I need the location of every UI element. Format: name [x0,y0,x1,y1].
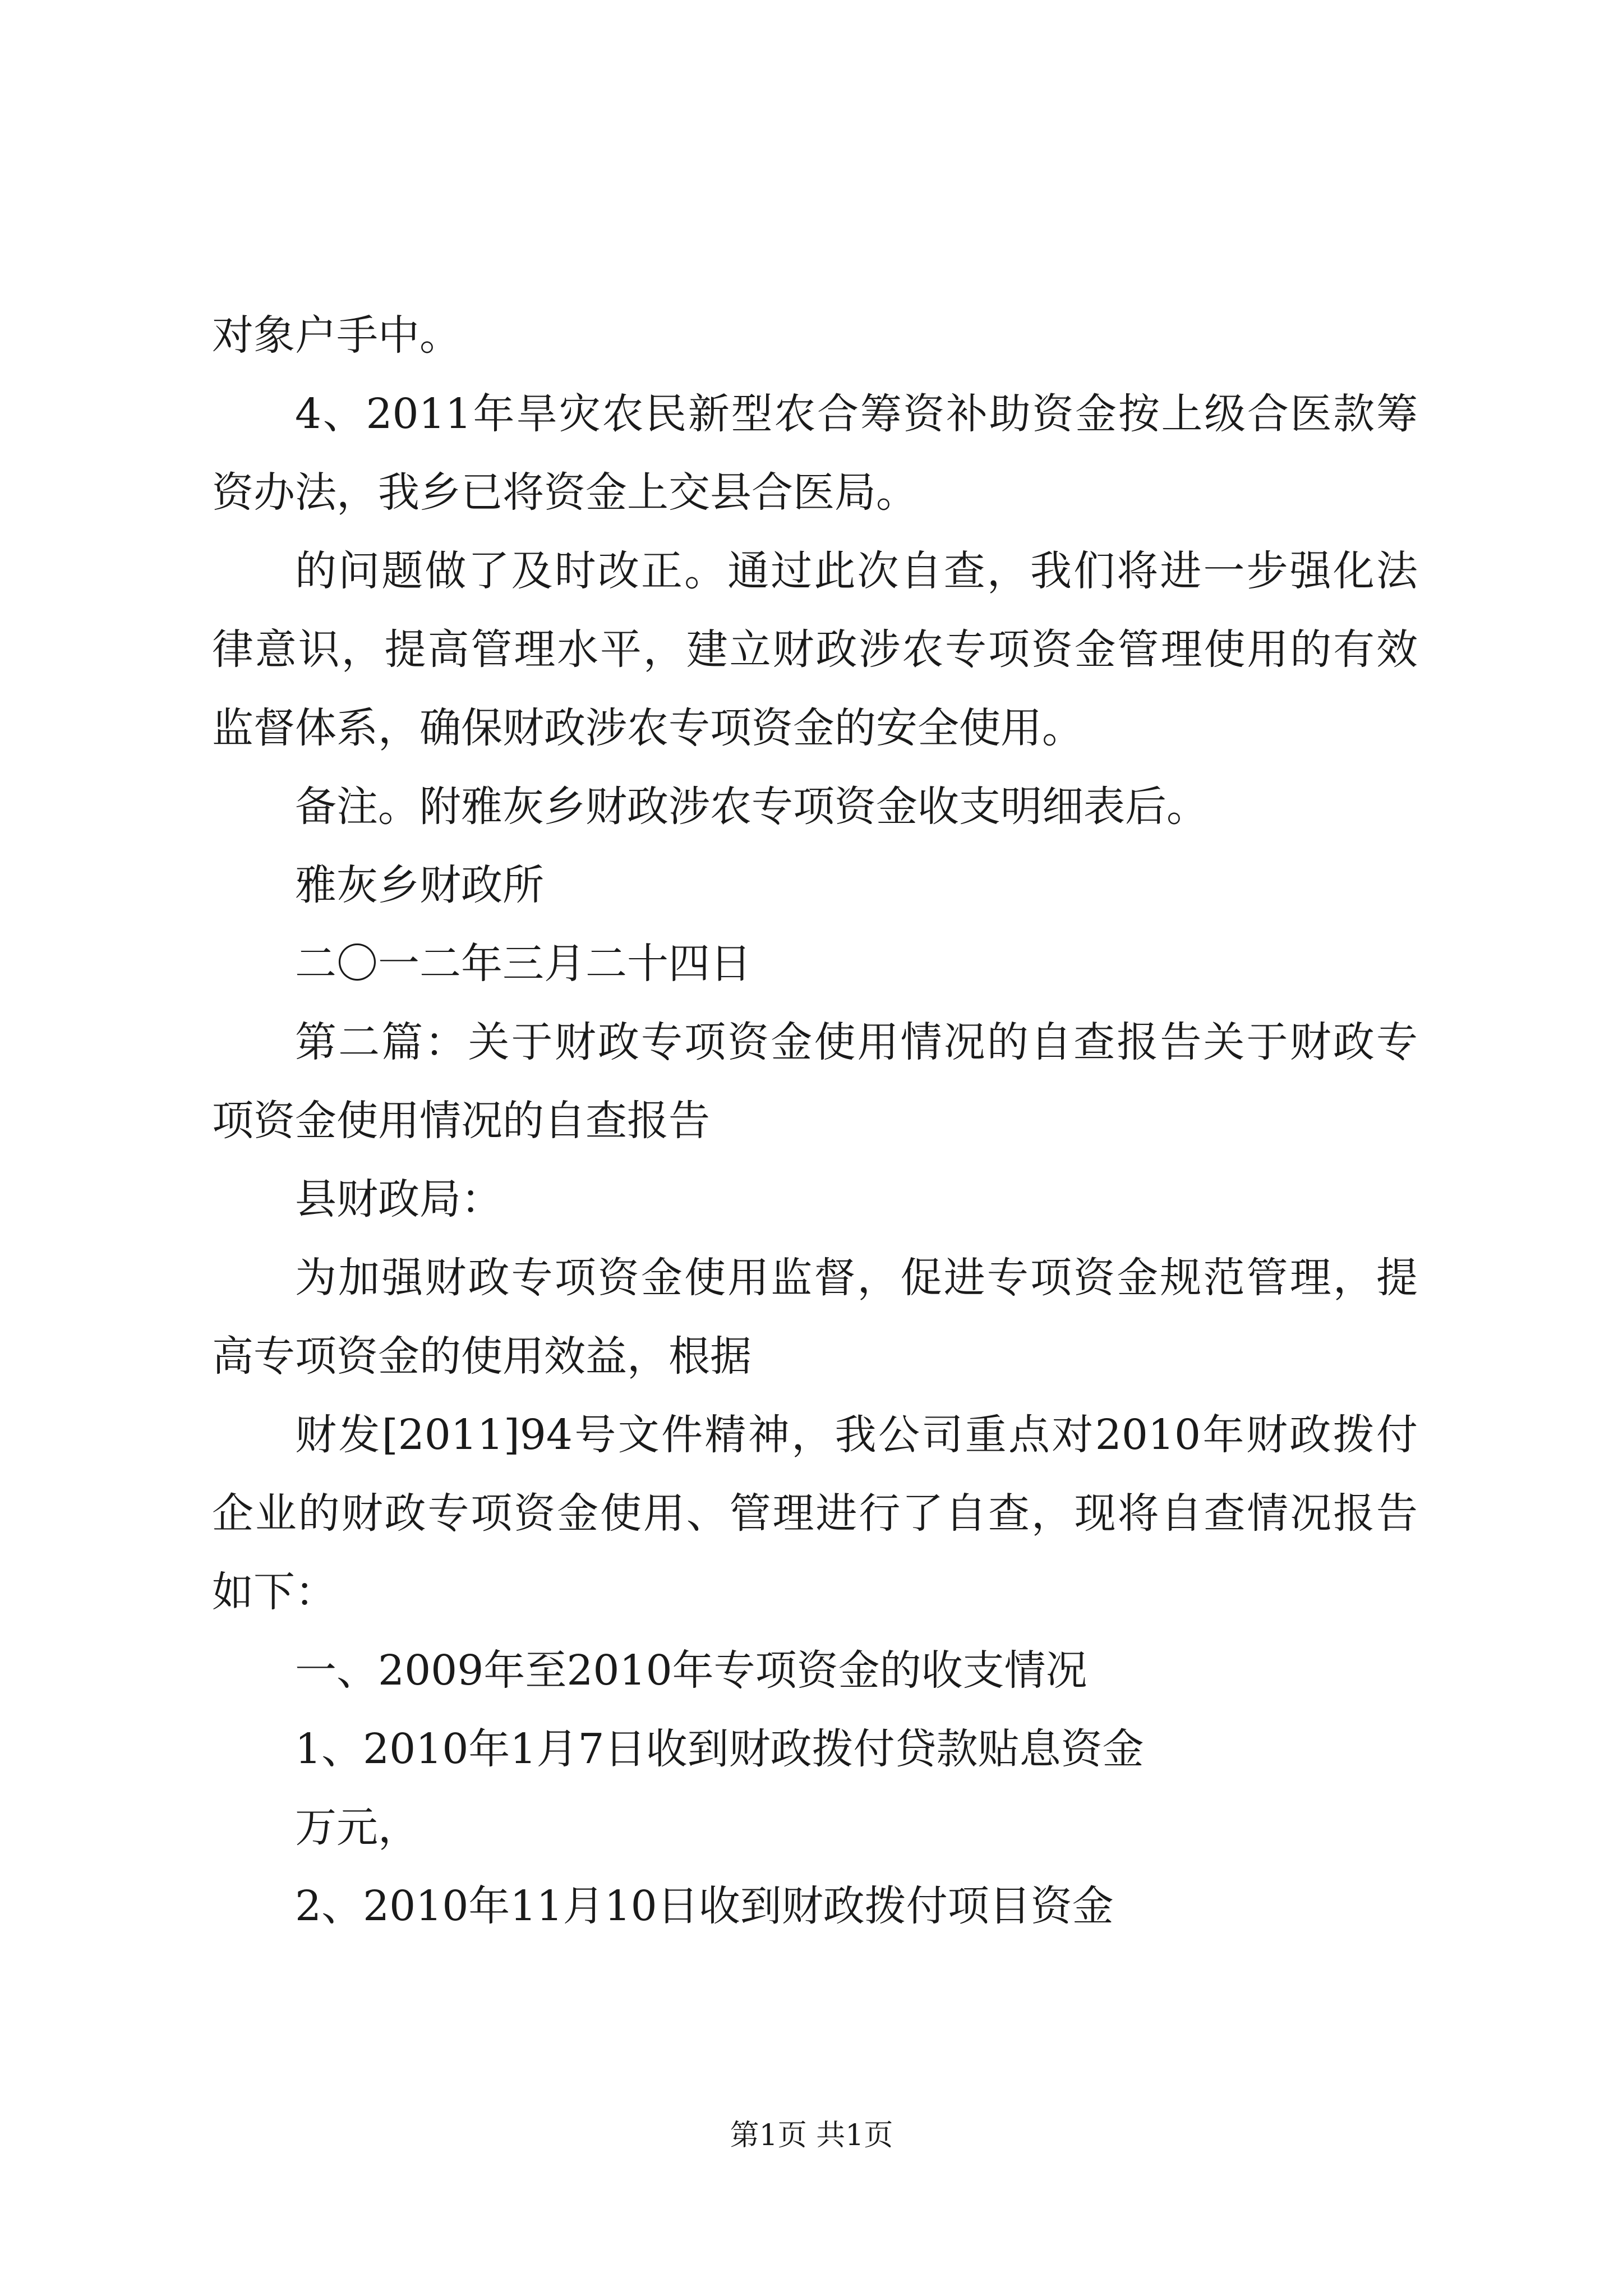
text-line: 为加强财政专项资金使用监督，促进专项资金规范管理，提 [295,1254,1418,1302]
text-line: 一、2009年至2010年专项资金的收支情况 [295,1646,1087,1695]
page-footer [0,2116,1623,2155]
text-line: 万元， [295,1803,419,1852]
text-line: 对象户手中。 [212,311,461,360]
text-line: 2、2010年11月10日收到财政拨付项目资金 [295,1882,1114,1930]
text-line: 的问题做了及时改正。通过此次自查，我们将进一步强化法 [295,547,1418,595]
section-heading: 第二篇：关于财政专项资金使用情况的自查报告关于财政专 [295,1018,1418,1066]
text-line: 监督体系，确保财政涉农专项资金的安全使用。 [212,704,1083,752]
text-line: 高专项资金的使用效益，根据 [212,1332,751,1381]
salutation: 县财政局： [295,1175,502,1223]
text-line: 如下： [212,1568,336,1616]
text-line: 律意识，提高管理水平，建立财政涉农专项资金管理使用的有效 [212,625,1418,674]
text-line: 4、2011年旱灾农民新型农合筹资补助资金按上级合医款筹 [295,390,1418,438]
section-heading: 项资金使用情况的自查报告 [212,1097,710,1145]
text-line: 企业的财政专项资金使用、管理进行了自查，现将自查情况报告 [212,1489,1418,1538]
text-line: 资办法，我乡已将资金上交县合医局。 [212,468,917,517]
page-number-label: 第1页 共1页 [730,2119,893,2152]
text-line: 1、2010年1月7日收到财政拨付贷款贴息资金 [295,1725,1144,1773]
signature-org: 雅灰乡财政所 [295,861,544,909]
text-line: 财发[2011]94号文件精神，我公司重点对2010年财政拨付 [295,1411,1418,1459]
text-line: 备注。附雅灰乡财政涉农专项资金收支明细表后。 [295,783,1208,831]
signature-date: 二〇一二年三月二十四日 [295,940,751,988]
